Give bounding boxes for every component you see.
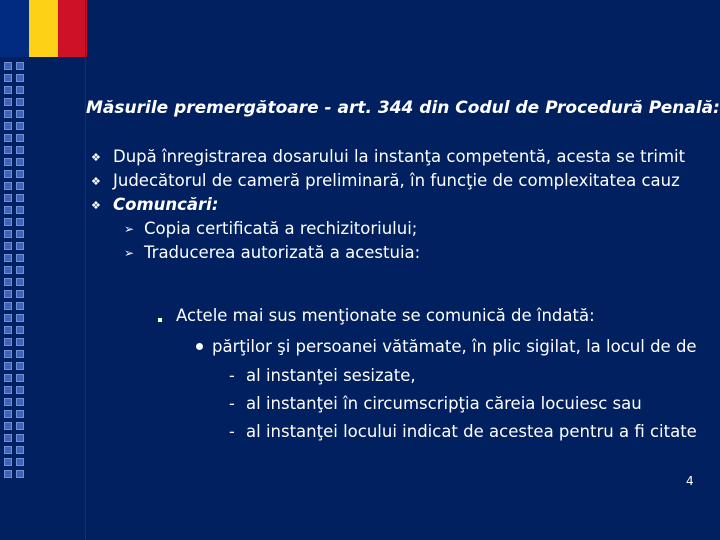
level5-text: al instanţei în circumscripţia căreia locuiesc sau <box>246 394 642 413</box>
sub-bullet-text: Traducerea autorizată a acestuia: <box>144 243 421 262</box>
pattern-square <box>16 182 24 190</box>
pattern-square <box>4 158 12 166</box>
pattern-square <box>16 242 24 250</box>
flag-red-stripe <box>58 0 87 57</box>
pattern-square <box>4 62 12 70</box>
slide-title: Măsurile premergătoare - art. 344 din Codul de Procedură Penală: <box>86 98 720 118</box>
pattern-square <box>4 146 12 154</box>
round-bullet-icon <box>196 343 203 350</box>
pattern-square <box>4 362 12 370</box>
pattern-square <box>4 230 12 238</box>
pattern-square <box>16 398 24 406</box>
diamond-bullet-icon: ❖ <box>91 175 101 188</box>
pattern-square <box>16 314 24 322</box>
pattern-square <box>4 374 12 382</box>
pattern-square <box>4 338 12 346</box>
pattern-square <box>16 86 24 94</box>
arrow-bullet-icon: ➢ <box>124 222 135 236</box>
pattern-square <box>16 146 24 154</box>
pattern-square <box>4 134 12 142</box>
diamond-bullet-icon: ❖ <box>91 199 101 212</box>
level5-text: al instanţei locului indicat de acestea pentru a fi citate <box>246 422 697 441</box>
square-bullet-icon <box>158 318 162 322</box>
pattern-square <box>16 98 24 106</box>
dash-bullet-icon: - <box>229 366 235 385</box>
pattern-square <box>4 74 12 82</box>
pattern-square <box>16 470 24 478</box>
pattern-square <box>4 218 12 226</box>
pattern-square <box>16 446 24 454</box>
sub-bullet-text: Copia certificată a rechizitoriului; <box>144 219 418 238</box>
pattern-square <box>16 278 24 286</box>
pattern-square <box>16 218 24 226</box>
pattern-square <box>16 410 24 418</box>
pattern-square <box>4 194 12 202</box>
level5-text: al instanţei sesizate, <box>246 366 416 385</box>
pattern-square <box>16 206 24 214</box>
pattern-square <box>16 422 24 430</box>
pattern-square <box>4 278 12 286</box>
pattern-square <box>4 398 12 406</box>
flag-blue-stripe <box>0 0 29 57</box>
arrow-bullet-icon: ➢ <box>124 246 135 260</box>
pattern-square <box>16 62 24 70</box>
pattern-square <box>16 110 24 118</box>
pattern-square <box>16 254 24 262</box>
level3-text: Actele mai sus menţionate se comunică de îndată: <box>176 306 595 325</box>
pattern-square <box>16 194 24 202</box>
page-number: 4 <box>686 474 694 488</box>
pattern-square <box>16 386 24 394</box>
pattern-square <box>4 242 12 250</box>
pattern-square <box>16 122 24 130</box>
pattern-square <box>4 302 12 310</box>
pattern-square <box>4 254 12 262</box>
pattern-square <box>16 326 24 334</box>
pattern-square <box>16 158 24 166</box>
pattern-square <box>16 266 24 274</box>
dash-bullet-icon: - <box>229 422 235 441</box>
pattern-square <box>4 314 12 322</box>
pattern-square <box>16 290 24 298</box>
pattern-square <box>16 230 24 238</box>
pattern-square <box>16 434 24 442</box>
pattern-square <box>4 470 12 478</box>
pattern-square <box>16 302 24 310</box>
pattern-square <box>16 134 24 142</box>
pattern-square <box>4 434 12 442</box>
pattern-square <box>4 206 12 214</box>
bullet-text: După înregistrarea dosarului la instanţa competentă, acesta se trimit <box>113 147 686 166</box>
pattern-square <box>4 290 12 298</box>
pattern-square <box>4 98 12 106</box>
pattern-square <box>16 74 24 82</box>
pattern-square <box>4 170 12 178</box>
pattern-square <box>4 410 12 418</box>
pattern-square <box>4 326 12 334</box>
pattern-square <box>4 446 12 454</box>
decorative-side-pattern <box>4 62 28 492</box>
flag-yellow-stripe <box>29 0 58 57</box>
romanian-flag <box>0 0 87 57</box>
bullet-text: Judecătorul de cameră preliminară, în funcţie de complexitatea cauz <box>113 171 680 190</box>
pattern-square <box>16 374 24 382</box>
pattern-square <box>4 266 12 274</box>
pattern-square <box>16 362 24 370</box>
bullet-text: Comuncări: <box>113 195 219 214</box>
diamond-bullet-icon: ❖ <box>91 151 101 164</box>
pattern-square <box>16 458 24 466</box>
pattern-square <box>4 86 12 94</box>
pattern-square <box>4 122 12 130</box>
divider <box>85 0 86 540</box>
level4-text: părţilor şi persoanei vătămate, în plic sigilat, la locul de de <box>212 337 697 356</box>
pattern-square <box>16 170 24 178</box>
pattern-square <box>16 338 24 346</box>
pattern-square <box>4 422 12 430</box>
pattern-square <box>16 350 24 358</box>
pattern-square <box>4 386 12 394</box>
pattern-square <box>4 182 12 190</box>
dash-bullet-icon: - <box>229 394 235 413</box>
pattern-square <box>4 458 12 466</box>
pattern-square <box>4 110 12 118</box>
pattern-square <box>4 350 12 358</box>
